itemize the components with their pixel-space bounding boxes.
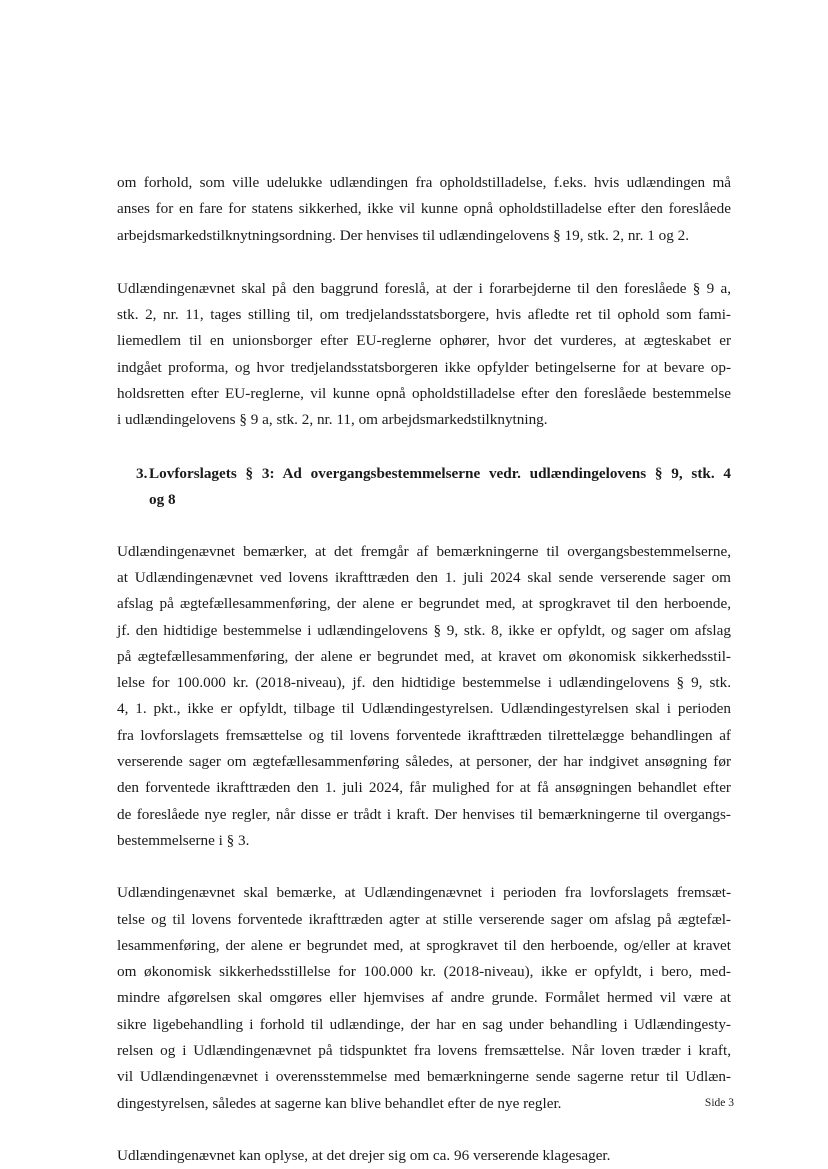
text-line: at Udlændingenævnet ved lovens ikrafttræden den 1. juli 2024 skal sende verserende sager om	[117, 568, 731, 586]
section-heading	[117, 461, 731, 513]
text-line: jf. den hidtidige bestemmelse i udlændingelovens § 9, stk. 8, ikke er opfyldt, og sager om afslag	[117, 621, 731, 639]
heading-line: Lovforslagets § 3: Ad overgangsbestemmelserne vedr. udlændingelovens § 9, stk. 4	[149, 464, 731, 482]
text-line: om økonomisk sikkerhedsstillelse for 100.000 kr. (2018-niveau), ikke er opfyldt, i bero, med-	[117, 963, 731, 981]
text-line: indgået proforma, og hvor tredjelandsstatsborgeren ikke opfylder betingelserne for at bevare op-	[117, 358, 731, 376]
text-line: den forventede ikrafttræden den 1. juli 2024, får mulighed for at få ansøgningen behandlet efter	[117, 779, 731, 797]
paragraph-5	[117, 1143, 731, 1169]
text-line: arbejdsmarkedstilknytningsordning. Der henvises til udlændingelovens § 19, stk. 2, nr. 1 og 2.	[117, 226, 690, 244]
text-line: dingestyrelsen, således at sagerne kan blive behandlet efter de nye regler.	[117, 1094, 562, 1112]
text-line: telse og til lovens forventede ikrafttræden agter at stille verserende sager om afslag på ægtefæl-	[117, 910, 731, 928]
heading-line: og 8	[149, 490, 176, 508]
text-line: Udlændingenævnet kan oplyse, at det drejer sig om ca. 96 verserende klagesager.	[117, 1146, 611, 1164]
paragraph-4	[117, 880, 731, 1117]
text-line: vil Udlændingenævnet i overensstemmelse med bemærkningerne sende sagerne retur til Udlæn-	[117, 1068, 731, 1086]
text-line: afslag på ægtefællesammenføring, der alene er begrundet med, at sprogkravet til den herboende,	[117, 595, 731, 613]
text-line: lesammenføring, der alene er begrundet med, at sprogkravet til den herboende, og/eller at kravet	[117, 936, 731, 954]
text-line: holdsretten efter EU-reglerne, vil kunne opnå opholdstilladelse efter den foreslåede bestemmelse	[117, 385, 731, 403]
text-line: 4, 1. pkt., ikke er opfyldt, tilbage til Udlændingestyrelsen. Udlændingestyrelsen skal i perioden	[117, 700, 731, 718]
paragraph-1	[117, 170, 731, 249]
text-line: på ægtefællesammenføring, der alene er begrundet med, at kravet om økonomisk sikkerhedsstil-	[117, 647, 731, 665]
text-line: de foreslåede nye regler, når disse er trådt i kraft. Der henvises til bemærkningerne til overgangs-	[117, 805, 731, 823]
text-line: Udlændingenævnet bemærker, at det fremgår af bemærkningerne til overgangsbestemmelserne,	[117, 542, 731, 560]
section-number: 3.	[136, 464, 148, 482]
paragraph-2	[117, 276, 731, 434]
text-line: verserende sager om ægtefællesammenføring således, at personer, der har indgivet ansøgning før	[117, 753, 731, 771]
text-line: fra lovforslagets fremsættelse og til lovens forventede ikrafttræden tilrettelægge behandlingen af	[117, 726, 731, 744]
text-line: Udlændingenævnet skal på den baggrund foreslå, at der i forarbejderne til den foreslåede § 9 a,	[117, 279, 731, 297]
text-line: stk. 2, nr. 11, tages stilling til, om tredjelandsstatsborgere, hvis afledte ret til ophold som fami-	[117, 306, 731, 324]
text-line: anses for en fare for statens sikkerhed, ikke vil kunne opnå opholdstilladelse efter den foreslåede	[117, 200, 731, 218]
paragraph-3	[117, 539, 731, 855]
page-number: Side 3	[704, 1097, 734, 1109]
text-line: liemedlem til en unionsborger efter EU-reglerne ophører, hvor det vurderes, at ægteskabet er	[117, 332, 731, 350]
text-line: om forhold, som ville udelukke udlændingen fra opholdstilladelse, f.eks. hvis udlændingen må	[117, 174, 731, 191]
text-line: sikre ligebehandling i forhold til udlændinge, der har en sag under behandling i Udlændingesty-	[117, 1015, 731, 1033]
page-body	[117, 170, 731, 1169]
text-line: bestemmelserne i § 3.	[117, 831, 250, 849]
text-line: mindre afgørelsen skal omgøres eller hjemvises af andre grunde. Formålet hermed vil være at	[117, 989, 731, 1007]
text-line: i udlændingelovens § 9 a, stk. 2, nr. 11, om arbejdsmarkedstilknytning.	[117, 411, 548, 429]
text-line: relsen og i Udlændingenævnet på tidspunktet fra lovens fremsættelse. Når loven træder i kraft,	[117, 1042, 731, 1060]
text-line: lelse for 100.000 kr. (2018-niveau), jf. den hidtidige bestemmelse i udlændingelovens § 9, stk.	[117, 674, 731, 692]
text-line: Udlændingenævnet skal bemærke, at Udlændingenævnet i perioden fra lovforslagets fremsæt-	[117, 884, 731, 902]
